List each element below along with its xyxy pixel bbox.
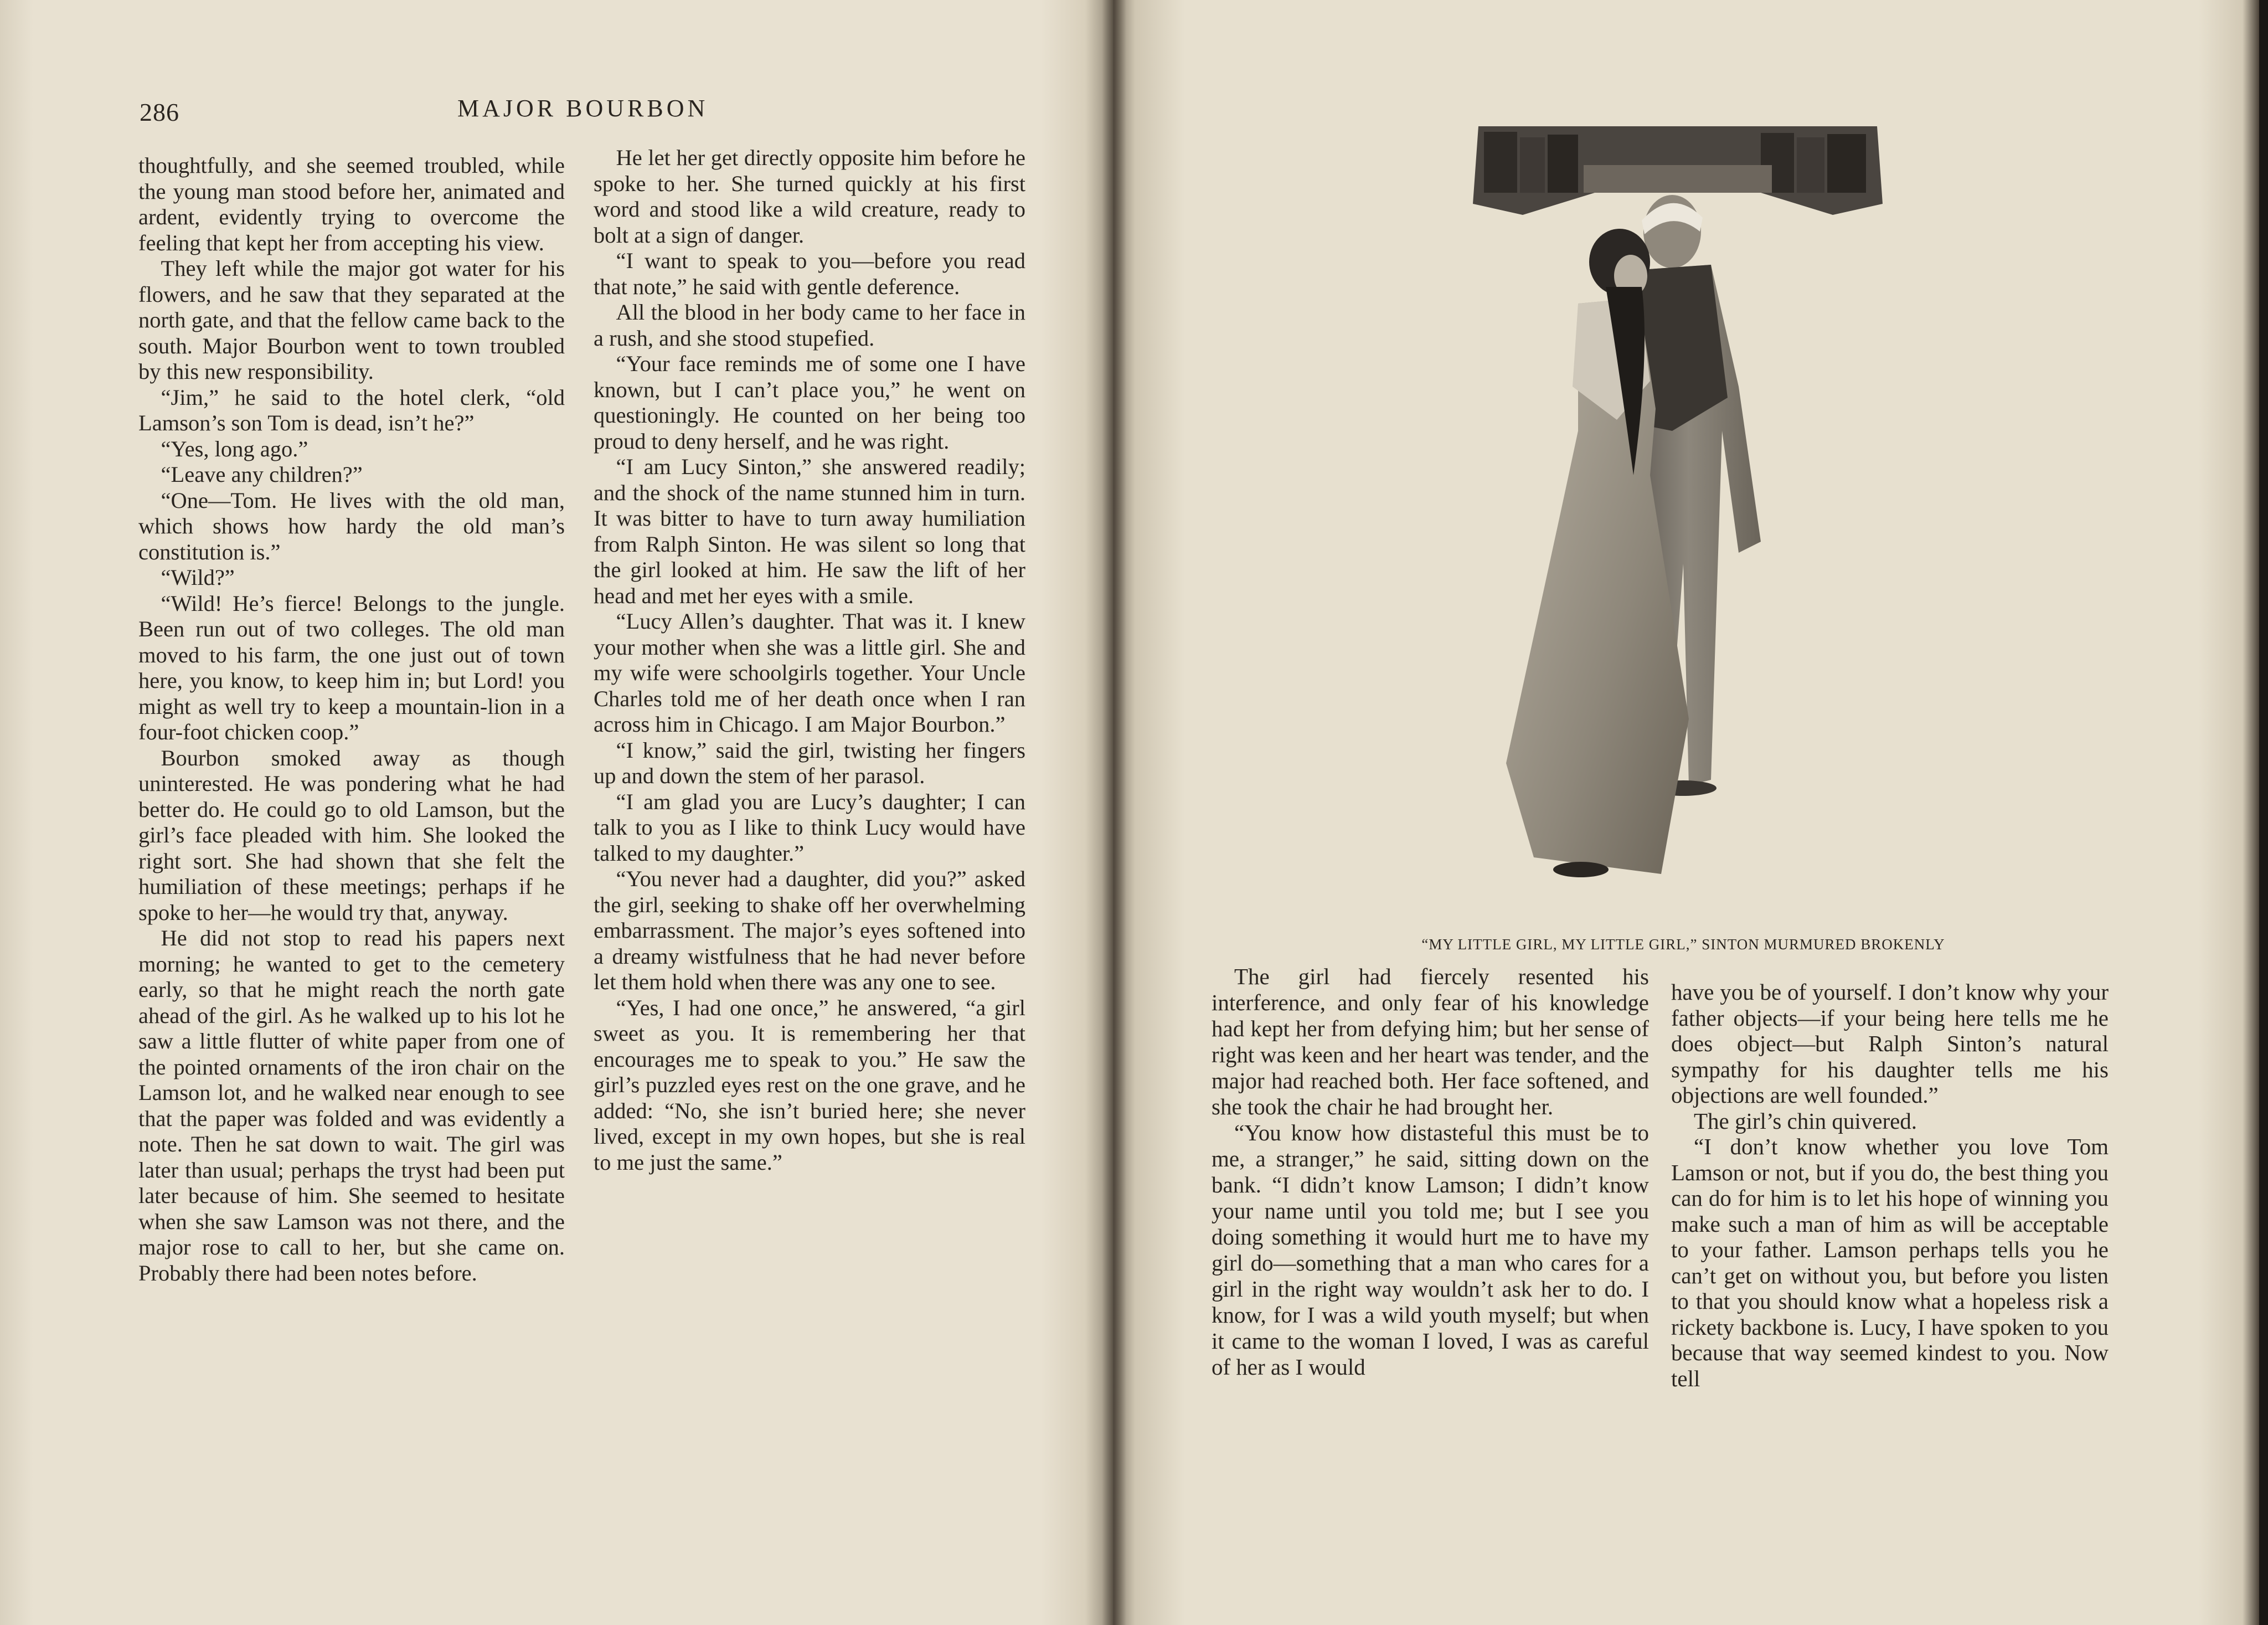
text-column-2 [594, 145, 1025, 1175]
text-column-4 [1671, 979, 2109, 1391]
paragraph: “I want to speak to you—before you read that note,” he said with gentle deference. [594, 248, 1025, 299]
paragraph: “Yes, I had one once,” he answered, “a girl sweet as you. It is remembering her that encourages me to speak to you.” He saw the girl’s puzzled eyes rest on the one grave, and he added: “No, she isn’t buried here; she never lived, except in my own hopes, but she is real to me just the same.” [594, 995, 1025, 1175]
running-head: MAJOR BOURBON [457, 95, 709, 122]
paragraph: He let her get directly opposite him before he spoke to her. She turned quickly at his first word and stood like a wild creature, ready to bolt at a sign of danger. [594, 145, 1025, 248]
paragraph: “Leave any children?” [161, 462, 363, 487]
paragraph: thoughtfully, and she seemed troubled, while the young man stood before her, animated and ardent, evidently trying to overcome the feeling that kept her from accepting his view. [138, 153, 565, 255]
page-number: 286 [140, 98, 179, 126]
paragraph: “I know,” said the girl, twisting her fingers up and down the stem of her parasol. [594, 737, 1025, 788]
text-column-3 [1212, 964, 1649, 1380]
paragraph: “I am glad you are Lucy’s daughter; I can talk to you as I like to think Lucy would have talked to my daughter.” [594, 789, 1025, 866]
paragraph: “I am Lucy Sinton,” she answered readily; and the shock of the name stunned him in turn. It was bitter to have to turn away humiliation from Ralph Sinton. He was silent so long that the girl looked at him. He saw the lift of her head and met her eyes with a smile. [594, 454, 1025, 608]
paragraph: “I don’t know whether you love Tom Lamson or not, but if you do, the best thing you can do for him is to let his hope of winning you make such a man of him as will be acceptable to your father. Lamson perhaps tells you he can’t get on without you, but before you listen to that you should know what a hopeless risk a rickety backbone is. Lucy, I have spoken to you because that way seemed kindest to you. Now tell [1671, 1134, 2109, 1391]
paragraph: They left while the major got water for his flowers, and he saw that they separated at the north gate, and that the fellow came back to the south. Major Bourbon went to town troubled by this new responsibility. [138, 256, 565, 384]
book-gutter [1102, 0, 1126, 1625]
paragraph: “Wild?” [161, 565, 235, 590]
paragraph: “Lucy Allen’s daughter. That was it. I knew your mother when she was a little girl. She and my wife were schoolgirls together. Your Uncle Charles told me of her death once when I ran across him in Chicago. I am Major Bourbon.” [594, 609, 1025, 737]
paragraph: Bourbon smoked away as though uninterested. He was pondering what he had better do. He could go to old Lamson, but the girl’s face pleaded with him. She looked the right sort. She had shown that she felt the humiliation of these meetings; perhaps if he spoke to her—he would try that, anyway. [138, 745, 565, 925]
paragraph: “One—Tom. He lives with the old man, which shows how hardy the old man’s constitution is.” [138, 487, 565, 564]
paragraph: have you be of yourself. I don’t know why your father objects—if your being here tells me he does object—but Ralph Sinton’s natural sympathy for his daughter tells me his objections are well founded.” [1671, 979, 2109, 1108]
paragraph: “Wild! He’s fierce! Belongs to the jungle. Been run out of two colleges. The old man moved to his farm, the one just out of town here, you know, to keep him in; but Lord! you might as well try to keep a mountain-lion in a four-foot chicken coop.” [138, 590, 565, 744]
paragraph: “You know how distasteful this must be to me, a stranger,” he said, sitting down on the bank. “I didn’t know Lamson; I didn’t know your name until you told me; but I see you doing something it would hurt me to have my girl do—something that a man who cares for a girl in the right way wouldn’t ask her to do. I know, for I was a wild youth myself; but when it came to the woman I loved, I was as careful of her as I would [1212, 1120, 1649, 1380]
paragraph: “You never had a daughter, did you?” asked the girl, seeking to shake off her overwhelming embarrassment. The major’s eyes softened into a dreamy wistfulness that he had never before let them hold when there was any one to see. [594, 866, 1025, 994]
illustration [1451, 121, 1905, 918]
paragraph: He did not stop to read his papers next morning; he wanted to get to the cemetery early, so that he might reach the north gate ahead of the girl. As he walked up to his lot he saw a little flutter of white paper from one of the pointed ornaments of the iron chair on the Lamson lot, and he walked near enough to see that the paper was folded and was evidently a note. Then he sat down to wait. The girl was later than usual; perhaps the tryst had been put later because of him. She seemed to hesitate when she saw Lamson was not there, and the major rose to call to her, but she came on. Probably there had been notes before. [138, 925, 565, 1285]
paragraph: “Yes, long ago.” [161, 436, 308, 461]
paragraph: The girl had fiercely resented his interference, and only fear of his knowledge had kept her from defying him; but her sense of right was keen and her heart was tender, and the major had reached both. Her face softened, and she took the chair he had brought her. [1212, 964, 1649, 1119]
paragraph: The girl’s chin quivered. [1694, 1108, 1918, 1134]
illustration-caption: “MY LITTLE GIRL, MY LITTLE GIRL,” SINTON MURMURED BROKENLY [1421, 936, 1945, 953]
paragraph: “Jim,” he said to the hotel clerk, “old Lamson’s son Tom is dead, isn’t he?” [138, 384, 565, 435]
paragraph: “Your face reminds me of some one I have known, but I can’t place you,” he went on questioningly. He counted on her being too proud to deny herself, and he was right. [594, 351, 1025, 454]
text-column-1 [138, 153, 565, 1286]
paragraph: All the blood in her body came to her face in a rush, and she stood stupefied. [594, 300, 1025, 351]
